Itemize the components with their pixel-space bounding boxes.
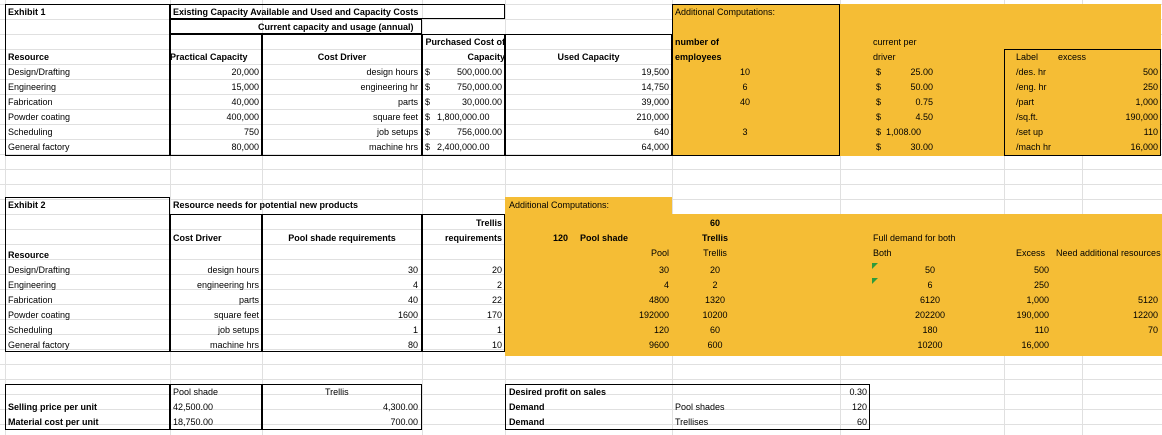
calc-pool-cell[interactable]: 30 <box>658 265 669 275</box>
used-cell[interactable]: 14,750 <box>641 82 669 92</box>
purchased-cost-header-2: Capacity <box>467 52 505 62</box>
excess-cell[interactable]: 190,000 <box>1125 112 1158 122</box>
used-capacity-header: Used Capacity <box>557 52 620 62</box>
desired-profit-label: Desired profit on sales <box>509 387 607 397</box>
both-cell[interactable]: 180 <box>922 325 938 335</box>
demand-pool-value[interactable]: 120 <box>851 402 867 412</box>
both-cell[interactable]: 50 <box>924 265 935 275</box>
current-per-header: current per <box>873 37 917 47</box>
currency-sign: $ <box>876 67 882 77</box>
trellis-header: Trellis <box>325 387 349 397</box>
exhibit2-label: Exhibit 2 <box>8 200 46 210</box>
employees-cell[interactable]: 6 <box>742 82 748 92</box>
excess-cell[interactable]: 1,000 <box>1135 97 1158 107</box>
calc-trellis-cell[interactable]: 10200 <box>702 310 728 320</box>
currency-sign: $ <box>876 82 882 92</box>
cpd-cell[interactable]: 4.50 <box>915 112 933 122</box>
both-header: Both <box>873 248 892 258</box>
label-cell[interactable]: /eng. hr <box>1016 82 1047 92</box>
cost-cell[interactable]: 750,000.00 <box>456 82 502 92</box>
calc-pool-cell[interactable]: 120 <box>653 325 669 335</box>
trellis-label: Trellis <box>701 233 728 243</box>
employees-cell[interactable]: 10 <box>739 67 750 77</box>
selling-price-label: Selling price per unit <box>8 402 98 412</box>
cost-cell[interactable]: 756,000.00 <box>456 127 502 137</box>
need-cell[interactable]: 70 <box>1147 325 1158 335</box>
cost-cell[interactable]: 30,000.00 <box>461 97 502 107</box>
both-cell[interactable]: 202200 <box>914 310 946 320</box>
calc-pool-cell[interactable]: 4 <box>663 280 669 290</box>
cost-cell[interactable]: 500,000.00 <box>456 67 502 77</box>
trellises-label: Trellises <box>675 417 709 427</box>
label-cell[interactable]: /sq.ft. <box>1016 112 1039 122</box>
excess-cell[interactable]: 500 <box>1033 265 1049 275</box>
driver-cell[interactable]: square feet <box>213 310 259 320</box>
resource-header: Resource <box>8 250 50 260</box>
driver-header: driver <box>873 52 896 62</box>
exhibit1-subtitle: Current capacity and usage (annual) <box>258 22 414 32</box>
label-cell[interactable]: /part <box>1016 97 1035 107</box>
resource-cell[interactable]: Design/Drafting <box>8 67 71 77</box>
employees-header: employees <box>675 52 722 62</box>
calc-pool-cell[interactable]: 192000 <box>638 310 669 320</box>
currency-sign: $ <box>876 142 882 152</box>
driver-cell[interactable]: machine hrs <box>368 142 418 152</box>
resource-cell[interactable]: Engineering <box>8 280 57 290</box>
excess-cell[interactable]: 250 <box>1142 82 1158 92</box>
excess-cell[interactable]: 110 <box>1143 127 1158 137</box>
pool-req-cell[interactable]: 4 <box>412 280 418 290</box>
driver-cell[interactable]: parts <box>397 97 418 107</box>
currency-sign: $ <box>425 112 431 122</box>
currency-sign: $ <box>876 112 882 122</box>
currency-sign: $ <box>425 142 431 152</box>
trellis-subheader: Trellis <box>703 248 727 258</box>
resource-cell[interactable]: Design/Drafting <box>8 265 71 275</box>
cpd-cell[interactable]: 1,008.00 <box>886 127 922 137</box>
practical-cell[interactable]: 20,000 <box>231 67 259 77</box>
driver-cell[interactable]: square feet <box>372 112 418 122</box>
calc-trellis-cell[interactable]: 600 <box>707 340 723 350</box>
pool-shade-header: Pool shade <box>173 387 219 397</box>
material-cost-label: Material cost per unit <box>8 417 99 427</box>
used-cell[interactable]: 19,500 <box>641 67 669 77</box>
practical-cell[interactable]: 400,000 <box>226 112 259 122</box>
pool-req-cell[interactable]: 80 <box>407 340 418 350</box>
driver-cell[interactable]: machine hrs <box>209 340 259 350</box>
cost-cell[interactable]: 2,400,000.00 <box>437 142 490 152</box>
practical-cell[interactable]: 15,000 <box>231 82 259 92</box>
excess-header: excess <box>1058 52 1087 62</box>
need-cell[interactable]: 12200 <box>1132 310 1158 320</box>
excess-cell[interactable]: 250 <box>1033 280 1049 290</box>
number-of-header: number of <box>675 37 719 47</box>
excess-cell[interactable]: 16,000 <box>1021 340 1049 350</box>
selling-trellis-cell[interactable]: 4,300.00 <box>382 402 418 412</box>
need-cell[interactable] <box>1082 280 1158 290</box>
calc-trellis-cell[interactable]: 2 <box>712 280 718 290</box>
selling-pool-cell[interactable]: 42,500.00 <box>173 402 214 412</box>
excess-cell[interactable]: 16,000 <box>1130 142 1158 152</box>
cpd-cell[interactable]: 50.00 <box>910 82 933 92</box>
excess-cell[interactable]: 190,000 <box>1016 310 1049 320</box>
resource-header: Resource <box>8 52 50 62</box>
need-cell[interactable] <box>1082 340 1158 350</box>
pool-req-cell[interactable]: 30 <box>407 265 418 275</box>
need-additional-header: Need additional resources <box>1056 248 1161 258</box>
calc-pool-cell[interactable]: 4800 <box>648 295 669 305</box>
exhibit1-title: Existing Capacity Available and Used and Capacity Costs <box>173 7 419 17</box>
need-cell[interactable]: 5120 <box>1137 295 1158 305</box>
resource-cell[interactable]: Powder coating <box>8 112 71 122</box>
pool-req-cell[interactable]: 40 <box>407 295 418 305</box>
practical-cell[interactable]: 80,000 <box>231 142 259 152</box>
trellis-req-cell[interactable]: 10 <box>491 340 502 350</box>
trellis-req-cell[interactable]: 22 <box>491 295 502 305</box>
currency-sign: $ <box>876 97 882 107</box>
label-cell[interactable]: /set up <box>1016 127 1044 137</box>
pool-subheader: Pool <box>650 248 669 258</box>
pool-shade-requirements-header: Pool shade requirements <box>288 233 396 243</box>
resource-cell[interactable]: Scheduling <box>8 127 53 137</box>
trellis-requirements-header-1: Trellis <box>475 218 502 228</box>
currency-sign: $ <box>425 82 431 92</box>
used-cell[interactable]: 640 <box>653 127 669 137</box>
excess-header: Excess <box>1016 248 1046 258</box>
practical-cell[interactable]: 40,000 <box>231 97 259 107</box>
additional-computations-title: Additional Computations: <box>675 7 776 17</box>
pool-shade-label: Pool shade <box>580 233 629 243</box>
pool-req-cell[interactable]: 1 <box>412 325 418 335</box>
exhibit2-title: Resource needs for potential new products <box>173 200 359 210</box>
exhibit1-label: Exhibit 1 <box>8 7 46 17</box>
practical-cell[interactable]: 750 <box>243 127 259 137</box>
driver-cell[interactable]: job setups <box>217 325 259 335</box>
pool-shades-label: Pool shades <box>675 402 725 412</box>
both-cell[interactable]: 6120 <box>919 295 941 305</box>
cost-cell[interactable]: 1,800,000.00 <box>437 112 490 122</box>
used-cell[interactable]: 210,000 <box>636 112 669 122</box>
demand-trellis-value[interactable]: 60 <box>856 417 867 427</box>
demand-label: Demand <box>509 417 545 427</box>
driver-cell[interactable]: parts <box>238 295 259 305</box>
trellis-req-cell[interactable]: 1 <box>496 325 502 335</box>
trellis-req-cell[interactable]: 20 <box>491 265 502 275</box>
label-cell[interactable]: /mach hr <box>1016 142 1052 152</box>
cpd-cell[interactable]: 25.00 <box>910 67 933 77</box>
resource-cell[interactable]: General factory <box>8 340 70 350</box>
used-cell[interactable]: 64,000 <box>641 142 669 152</box>
employees-cell[interactable]: 3 <box>742 127 748 137</box>
excess-cell[interactable]: 110 <box>1034 325 1049 335</box>
driver-cell[interactable]: engineering hr <box>360 82 418 92</box>
excess-cell[interactable]: 1,000 <box>1026 295 1049 305</box>
comment-marker-icon[interactable] <box>872 278 878 284</box>
excess-cell[interactable]: 500 <box>1142 67 1158 77</box>
currency-sign: $ <box>876 127 882 137</box>
cpd-cell[interactable]: 0.75 <box>915 97 933 107</box>
currency-sign: $ <box>425 67 431 77</box>
desired-profit-value[interactable]: 0.30 <box>849 387 867 397</box>
employees-cell[interactable]: 40 <box>739 97 750 107</box>
resource-cell[interactable]: General factory <box>8 142 70 152</box>
label-cell[interactable]: /des. hr <box>1016 67 1047 77</box>
resource-cell[interactable]: Scheduling <box>8 325 53 335</box>
both-cell[interactable]: 6 <box>927 280 933 290</box>
label-header: Label <box>1016 52 1039 62</box>
purchased-cost-header-1: Purchased Cost of <box>425 37 505 47</box>
resource-cell[interactable]: Fabrication <box>8 97 53 107</box>
material-pool-cell[interactable]: 18,750.00 <box>173 417 214 427</box>
trellis-req-cell[interactable]: 2 <box>496 280 502 290</box>
currency-sign: $ <box>425 127 431 137</box>
trellis-req-cell[interactable]: 170 <box>486 310 502 320</box>
driver-cell[interactable]: design hours <box>366 67 418 77</box>
resource-cell[interactable]: Fabrication <box>8 295 53 305</box>
both-cell[interactable]: 10200 <box>917 340 943 350</box>
qty-trellis: 60 <box>709 218 720 228</box>
driver-cell[interactable]: job setups <box>376 127 418 137</box>
full-demand-header: Full demand for both <box>873 233 956 243</box>
resource-cell[interactable]: Engineering <box>8 82 57 92</box>
currency-sign: $ <box>425 97 431 107</box>
material-trellis-cell[interactable]: 700.00 <box>390 417 418 427</box>
trellis-requirements-header-2: requirements <box>444 233 502 243</box>
employees-cell[interactable] <box>720 112 770 122</box>
employees-cell[interactable] <box>720 142 770 152</box>
qty-pool: 120 <box>552 233 568 243</box>
driver-cell[interactable]: design hours <box>207 265 259 275</box>
used-cell[interactable]: 39,000 <box>641 97 669 107</box>
need-cell[interactable] <box>1082 265 1158 275</box>
demand-label: Demand <box>509 402 545 412</box>
practical-capacity-header: Practical Capacity <box>170 52 248 62</box>
calc-pool-cell[interactable]: 9600 <box>648 340 669 350</box>
cpd-cell[interactable]: 30.00 <box>910 142 933 152</box>
cost-driver-header: Cost Driver <box>317 52 367 62</box>
driver-cell[interactable]: engineering hrs <box>196 280 259 290</box>
comment-marker-icon[interactable] <box>872 263 878 269</box>
pool-req-cell[interactable]: 1600 <box>397 310 418 320</box>
calc-trellis-cell[interactable]: 20 <box>709 265 720 275</box>
cost-driver-header: Cost Driver <box>173 233 222 243</box>
additional-computations-title: Additional Computations: <box>509 200 610 210</box>
calc-trellis-cell[interactable]: 60 <box>709 325 720 335</box>
resource-cell[interactable]: Powder coating <box>8 310 71 320</box>
calc-trellis-cell[interactable]: 1320 <box>704 295 726 305</box>
